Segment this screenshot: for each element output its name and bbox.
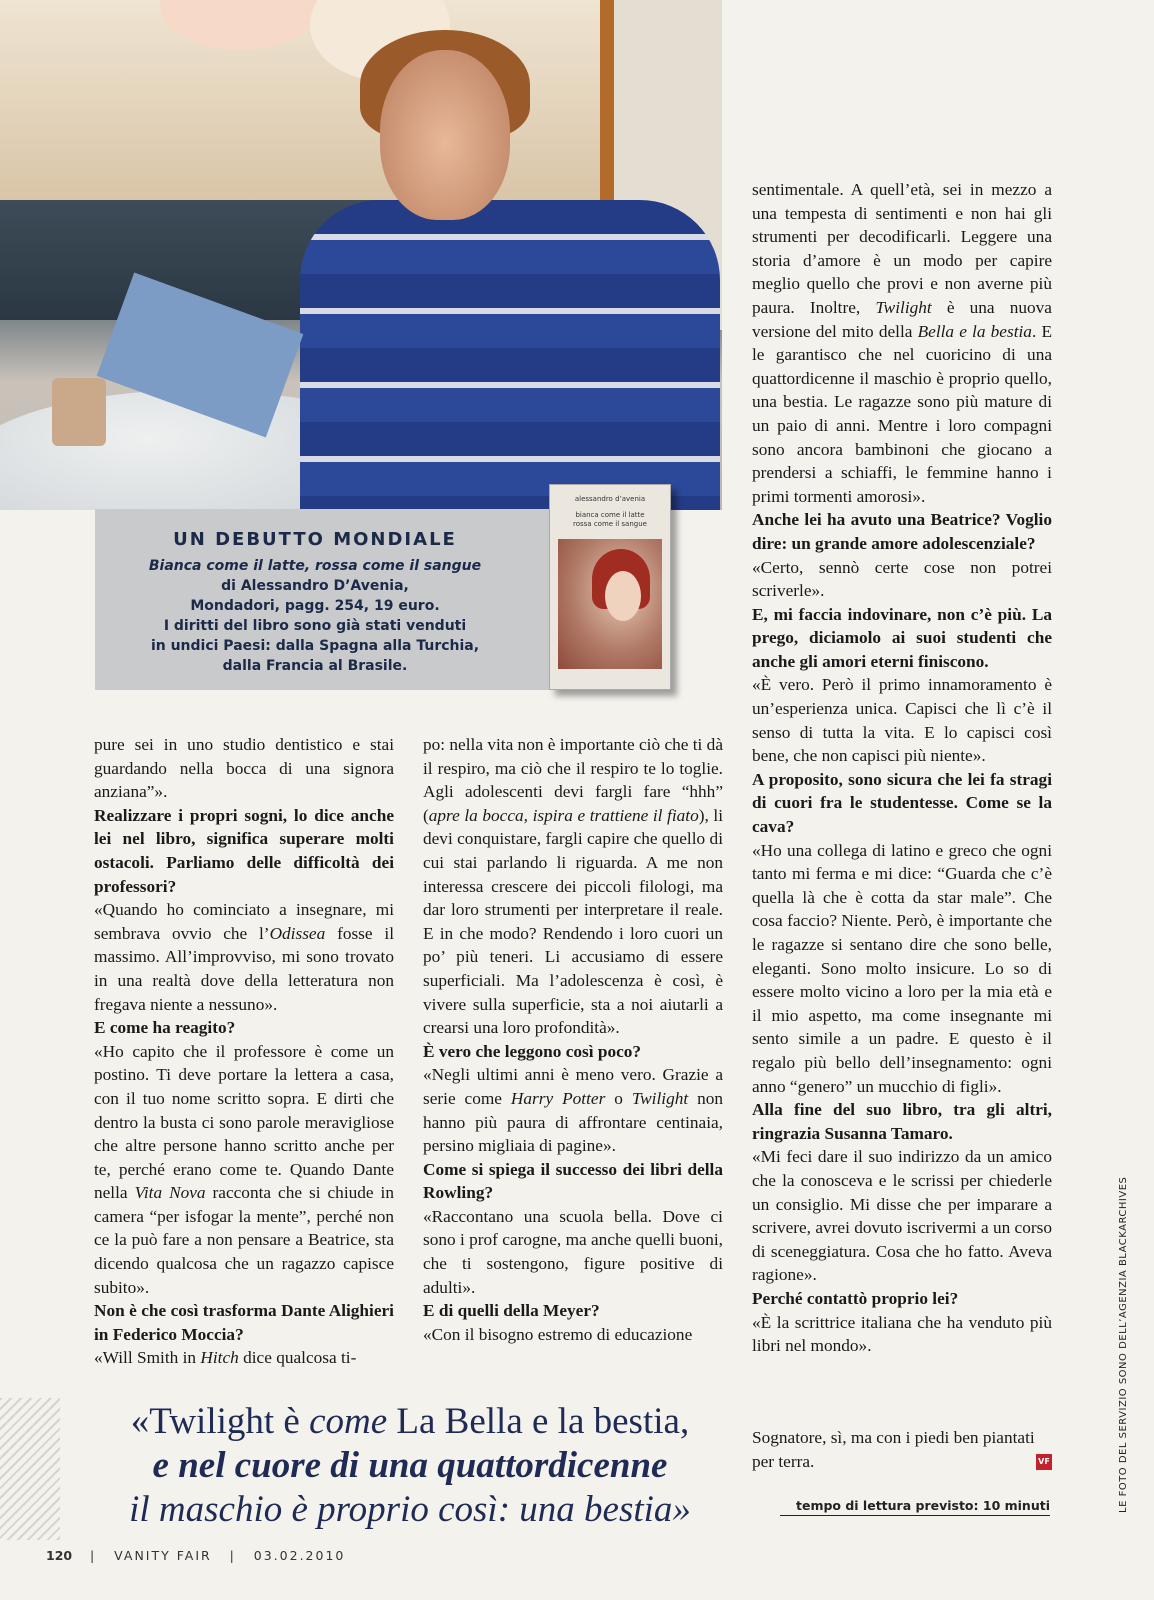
reading-time: tempo di lettura previsto: 10 minuti [780,1498,1050,1516]
question: E di quelli della Meyer? [423,1301,600,1321]
caption-line: I diritti del libro sono già stati venduti [163,618,467,634]
cover-author: alessandro d’avenia [574,495,646,503]
caption-line: in undici Paesi: dalla Spagna alla Turchia, [150,638,480,654]
magazine-name: VANITY FAIR [114,1548,212,1563]
paragraph: sentimentale. A quell’età, sei in mezzo a una tempesta di sentimenti e non hai gli strumenti per decodificarli. Leggere una storia d’amore è un modo per capire meglio quello che provi e non averne più paura. Inoltre, Twilight è una nuova versione del mito della Bella e la bestia. E le garantisco che nel cuoricino di una quattordicenne il maschio è proprio quello, una bestia. Le ragazze sono più mature di un paio di anni. Mentre i loro compagni sono ancora bambinoni che giocano a prendersi a schiaffi, le femmine hanno i primi tormenti amorosi». [752,180,1052,506]
footer-separator: | [90,1548,97,1563]
paragraph: «Mi feci dare il suo indirizzo da un amico che la conosceva e le scrissi per chiederle un consiglio. Mi disse che per imparare a scrivere, avrei dovuto iscrivermi a un corso di sceneggiatura. Cosa che ho fatto. Aveva ragione». [752,1147,1052,1285]
author-photo [0,0,722,510]
paragraph: «È la scrittrice italiana che ha venduto più libri nel mondo». [752,1312,1052,1356]
paragraph: «Negli ultimi anni è meno vero. Grazie a serie come Harry Potter o Twilight non hanno più paura di affrontare centinaia, persino migliaia di pagine». [423,1065,724,1156]
paragraph: «Quando ho cominciato a insegnare, mi sembrava ovvio che l’Odissea fosse il massimo. All’improvviso, mi sono trovato in una realtà dove della letteratura non fregava niente a nessuno». [94,900,394,1014]
question: Perché contattò proprio lei? [752,1288,959,1308]
paragraph: «Con il bisogno estremo di educazione [423,1324,693,1344]
decorative-hatch [0,1398,60,1540]
question: Non è che così trasforma Dante Alighieri in Federico Moccia? [94,1301,394,1344]
pull-quote-line-3: il maschio è proprio così: una bestia» [129,1489,691,1530]
article-column-3 [752,178,1052,1358]
paragraph: «Raccontano una scuola bella. Dove ci sono i prof carogne, ma anche quelli buoni, che ti sostengono, figure positive di adulti». [423,1206,723,1297]
ending-text: Sognatore, sì, ma con i piedi ben piantati per terra. [752,1428,1035,1471]
question: Come si spiega il successo dei libri della Rowling? [423,1159,723,1203]
question: Alla fine del suo libro, tra gli altri, ringrazia Susanna Tamaro. [752,1100,1052,1143]
question: E come ha reagito? [94,1018,236,1038]
pull-quote [70,1400,750,1532]
book-caption-box [95,509,535,690]
paragraph: «Ho una collega di latino e greco che ogni tanto mi ferma e mi dice: “Guarda che c’è quella là che è cotta da star male”. Che cosa faccio? Niente. Però, è importante che le ragazze si sentano dire che sono belle, eleganti. Sono molto insicure. Lo so di essere molto vicino a loro per la mia età e il mio aspetto, ma come insegnante mi sento simile a un padre. E questo è il regalo più bello dell’insegnamento: ogni anno “genero” un mucchio di figli». [752,840,1052,1096]
caption-line: dalla Francia al Brasile. [222,658,408,674]
question: A proposito, sono sicura che lei fa stragi di cuori fra le studentesse. Come se la cava? [752,769,1052,837]
cover-title-line: bianca come il latte [575,511,645,519]
article-column-1 [94,733,394,1370]
footer-separator: | [229,1548,236,1563]
question: Realizzare i propri sogni, lo dice anche lei nel libro, significa superare molti ostacoli. Parliamo delle difficoltà dei professori? [94,805,394,896]
caption-line: di Alessandro D’Avenia, [221,578,409,594]
caption-book-title: Bianca come il latte, rossa come il sangue [148,558,482,574]
page-number: 120 [46,1548,73,1563]
paragraph: «Certo, sennò certe cose non potrei scriverle». [752,557,1052,601]
article-column-2 [423,733,723,1346]
page-footer [46,1548,345,1563]
caption-title: UN DEBUTTO MONDIALE [173,529,457,550]
paragraph: «È vero. Però il primo innamoramento è un’esperienza unica. Capisci che lì c’è il senso di tutta la vita. E lo capisci così bene, che non capisci più niente». [752,675,1052,766]
pull-quote-line-1: «Twilight è come La Bella e la bestia, [130,1401,690,1442]
book-cover [549,484,671,690]
vf-end-badge: VF [1036,1454,1052,1470]
question: È vero che leggono così poco? [423,1041,642,1061]
question: E, mi faccia indovinare, non c’è più. La prego, diciamolo ai suoi studenti che anche gli amori eterni finiscono. [752,604,1052,671]
issue-date: 03.02.2010 [253,1548,346,1563]
caption-line: Mondadori, pagg. 254, 19 euro. [190,598,440,614]
cover-title-line: rossa come il sangue [573,520,647,528]
paragraph: po: nella vita non è importante ciò che ti dà il respiro, ma ciò che il respiro te lo toglie. Agli adolescenti devi fargli fare “hhh” (apre la bocca, ispira e trattiene il fiato), li devi conquistare, fargli capire che quello di cui stai parlando li riguarda. A me non interessa crescere dei piccoli filologi, ma dar loro strumenti per interpretare il reale. E in che modo? Rendendo i loro cuori un po’ più teneri. Li accusiamo di essere superficiali. Ma l’adolescenza è così, è vivere sulla superficie, sta a noi aiutarli a crearsi una loro profondità». [423,735,723,1038]
article-ending [752,1426,1052,1473]
paragraph: «Ho capito che il professore è come un postino. Ti deve portare la lettera a casa, con il tuo nome scritto sopra. E dirti che dentro la busta ci sono parole meravigliose che altre persone hanno scritto anche per te, perché erano come te. Quando Dante nella Vita Nova racconta che si chiude in camera “per isfogar la mente”, perché non ce la può fare a non pensare a Beatrice, sta dicendo qualcosa che un ragazzo capisce subito». [94,1041,394,1297]
paragraph: «Will Smith in Hitch dice qualcosa ti- [94,1348,357,1368]
pull-quote-line-2: e nel cuore di una quattordicenne [152,1445,668,1486]
paragraph: pure sei in uno studio dentistico e stai guardando nella bocca di una signora anziana”». [94,735,394,802]
question: Anche lei ha avuto una Beatrice? Voglio dire: un grande amore adolescenziale? [752,510,1052,553]
photo-credit: LE FOTO DEL SERVIZIO SONO DELL’AGENZIA BLACKARCHIVES [1118,1176,1129,1513]
